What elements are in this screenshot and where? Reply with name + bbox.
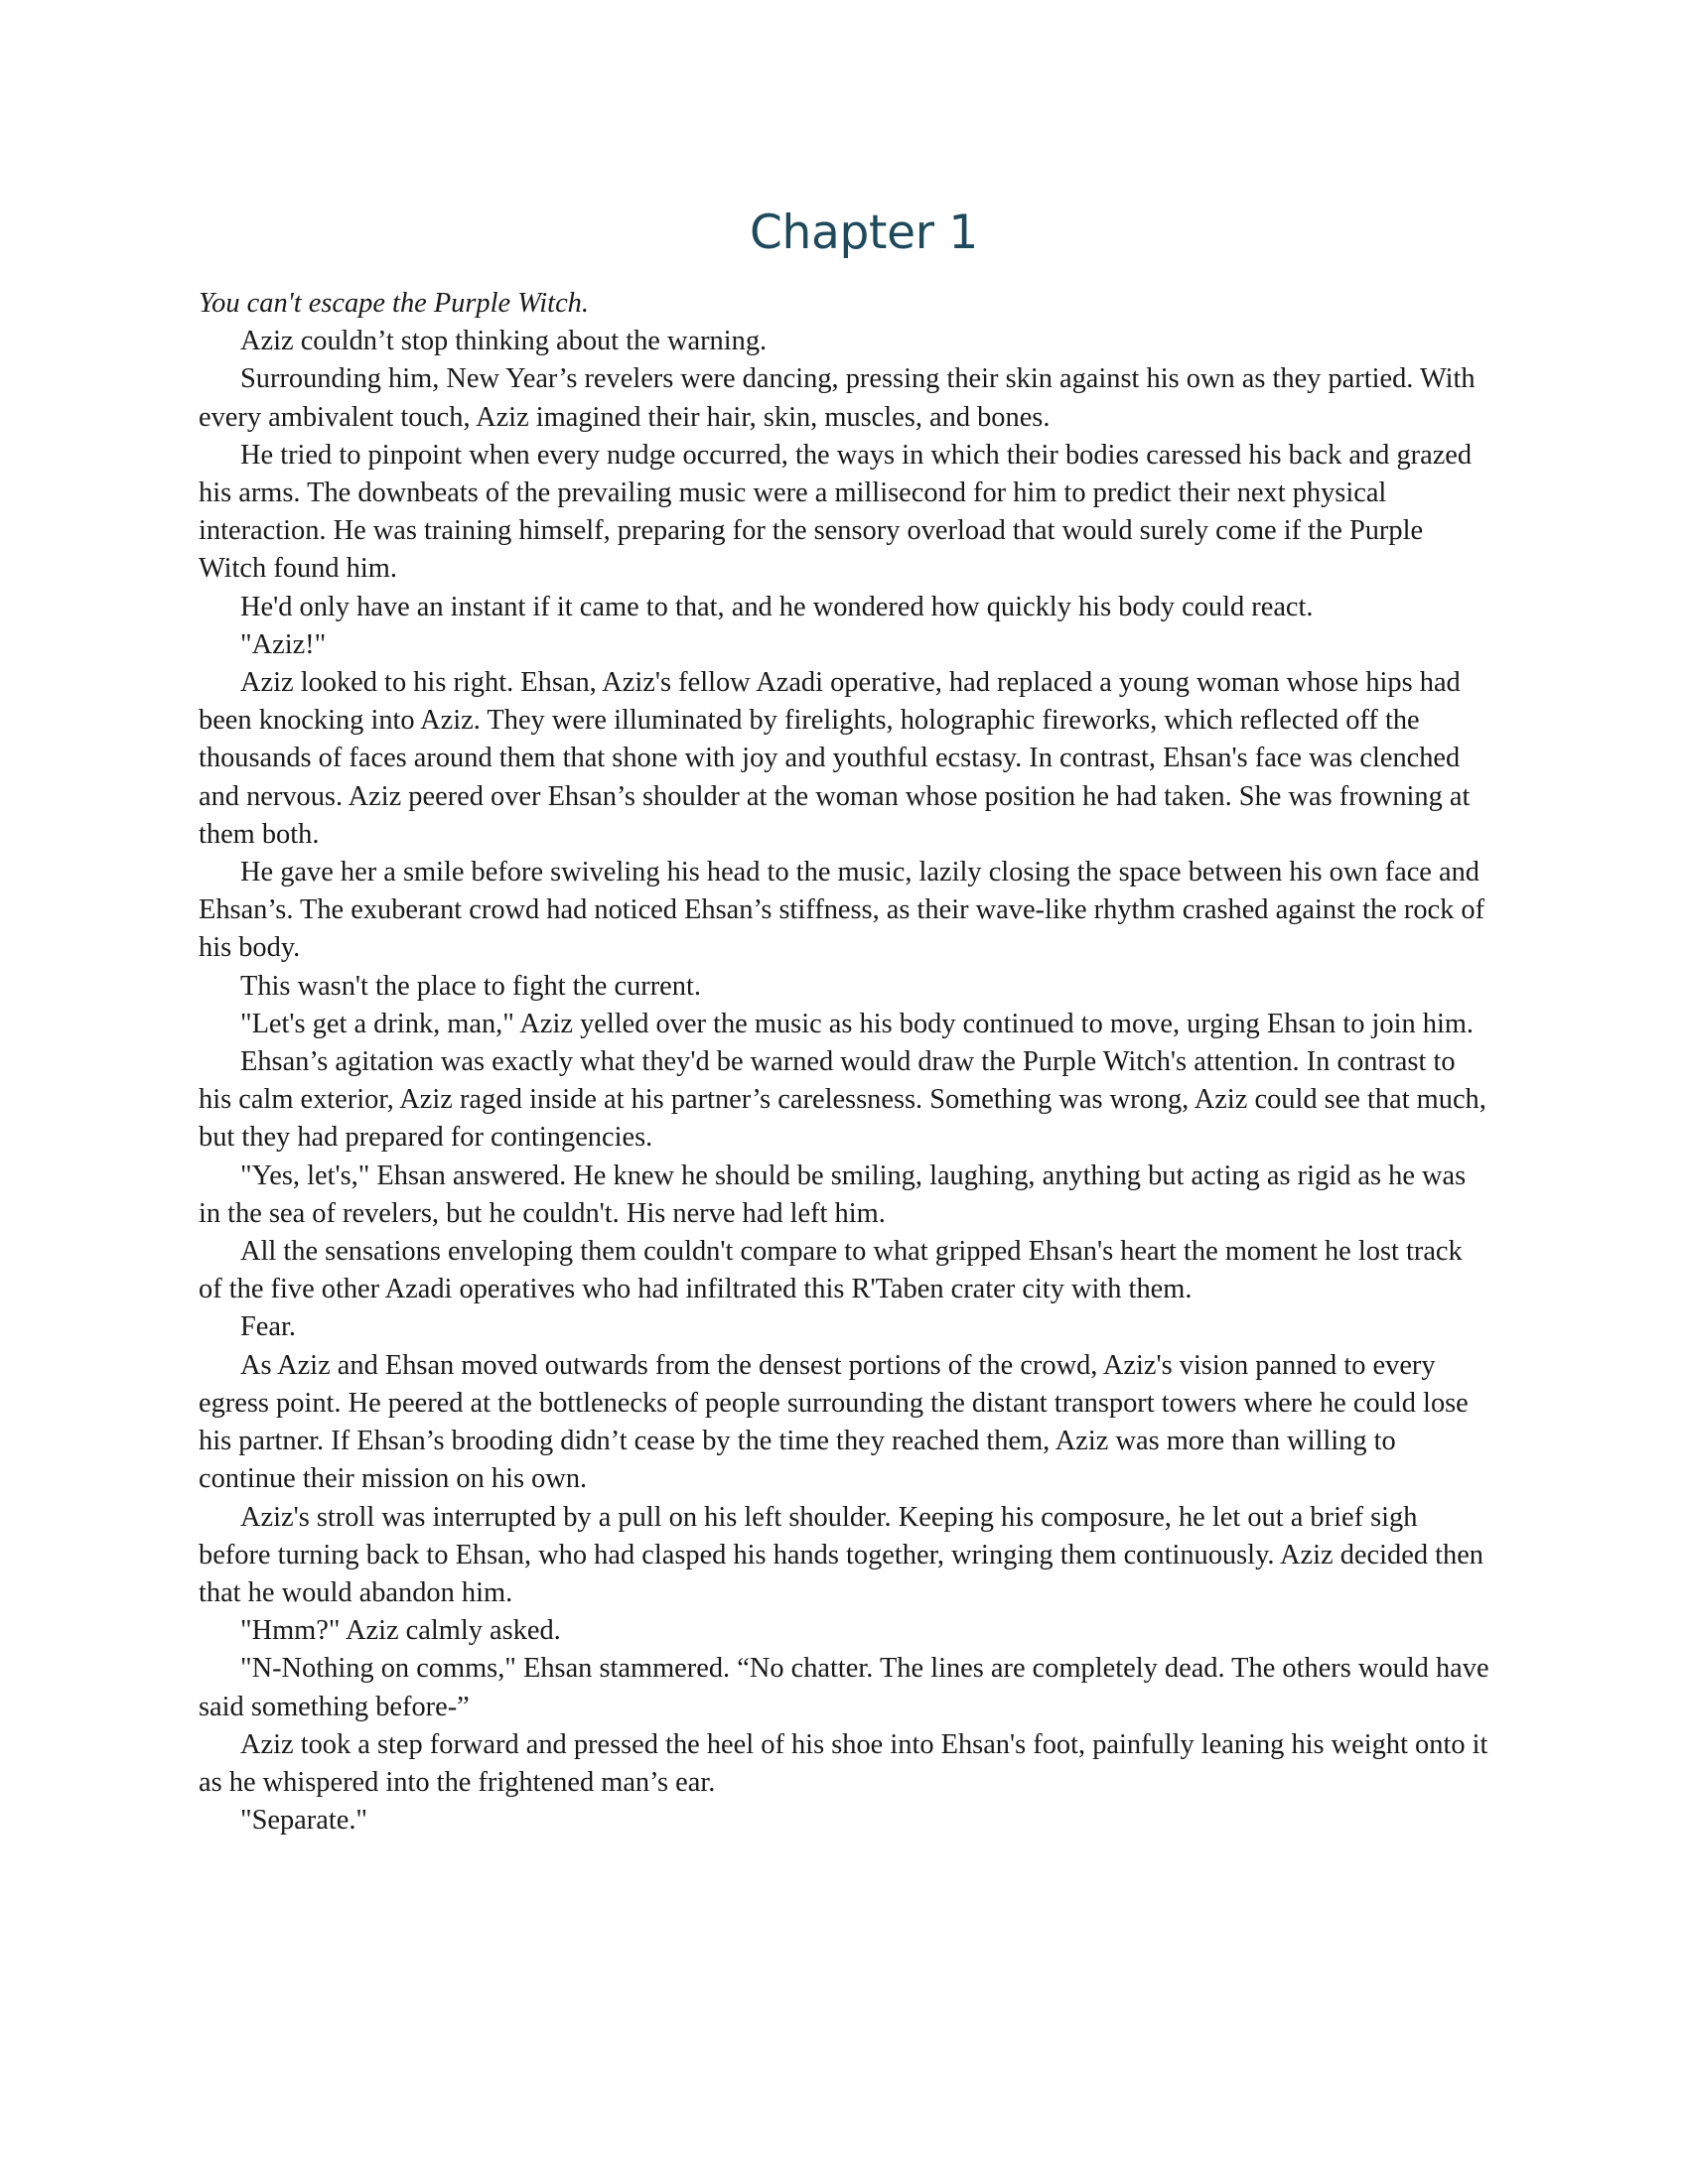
paragraph: Aziz looked to his right. Ehsan, Aziz's fellow Azadi operative, had replaced a young woman whose hips had been knocking into Aziz. They were illuminated by firelights, holographic fireworks, which reflected off the thousands of faces around them that shone with joy and youthful ecstasy. In contrast, Ehsan's face was clenched and nervous. Aziz peered over Ehsan’s shoulder at the woman whose position he had taken. She was frowning at them both. [199, 667, 1471, 850]
paragraph: Ehsan’s agitation was exactly what they'd be warned would draw the Purple Witch's attention. In contrast to his calm exterior, Aziz raged inside at his partner’s carelessness. Something was wrong, Aziz could see that much, but they had prepared for contingencies. [199, 1046, 1486, 1154]
paragraph: All the sensations enveloping them couldn't compare to what gripped Ehsan's heart the moment he lost track of the five other Azadi operatives who had infiltrated this R'Taben crater city with them. [199, 1236, 1463, 1305]
paragraph: "Aziz!" [240, 628, 327, 660]
paragraph: Aziz couldn’t stop thinking about the warning. [240, 326, 768, 357]
paragraph: "Hmm?" Aziz calmly asked. [240, 1615, 561, 1647]
paragraph: "Let's get a drink, man," Aziz yelled over the music as his body continued to move, urging Ehsan to join him. [240, 1008, 1475, 1039]
paragraph: "Separate." [240, 1805, 368, 1837]
paragraph: Surrounding him, New Year’s revelers were dancing, pressing their skin against his own as they partied. With every ambivalent touch, Aziz imagined their hair, skin, muscles, and bones. [199, 363, 1476, 433]
paragraph: Aziz took a step forward and pressed the heel of his shoe into Ehsan's foot, painfully leaning his weight onto it as he whispered into the frightened man’s ear. [199, 1728, 1488, 1798]
paragraph: "Yes, let's," Ehsan answered. He knew he should be smiling, laughing, anything but acting as rigid as he was in the sea of revelers, but he couldn't. His nerve had left him. [199, 1160, 1467, 1229]
paragraph: As Aziz and Ehsan moved outwards from the densest portions of the crowd, Aziz's vision panned to every egress point. He peered at the bottlenecks of people surrounding the distant transport towers where he could lose his partner. If Ehsan’s brooding didn’t cease by the time they reached them, Aziz was more than willing to continue their mission on his own. [199, 1349, 1469, 1495]
paragraph: He'd only have an instant if it came to that, and he wondered how quickly his body could react. [240, 591, 1314, 622]
chapter-title: Chapter 1 [749, 205, 979, 260]
paragraph: This wasn't the place to fight the current. [240, 970, 701, 1002]
paragraph: Fear. [240, 1311, 296, 1343]
paragraph: Aziz's stroll was interrupted by a pull on his left shoulder. Keeping his composure, he let out a brief sigh before turning back to Ehsan, who had clasped his hands together, wringing them continuously. Aziz decided then that he would abandon him. [199, 1501, 1483, 1608]
book-page [199, 204, 1489, 1840]
epigraph: You can't escape the Purple Witch. [199, 288, 589, 319]
paragraph: He gave her a smile before swiveling his head to the music, lazily closing the space between his own face and Ehsan’s. The exuberant crowd had noticed Ehsan’s stiffness, as their wave-like rhythm crashed against the rock of his body. [199, 857, 1485, 964]
paragraph: He tried to pinpoint when every nudge occurred, the ways in which their bodies caressed his back and grazed his arms. The downbeats of the prevailing music were a millisecond for him to predict their next physical interaction. He was training himself, preparing for the sensory overload that would surely come if the Purple Witch found him. [199, 439, 1473, 585]
paragraph: "N-Nothing on comms," Ehsan stammered. “No chatter. The lines are completely dead. The others would have said something before-” [199, 1653, 1489, 1722]
chapter-body [199, 285, 1489, 1840]
